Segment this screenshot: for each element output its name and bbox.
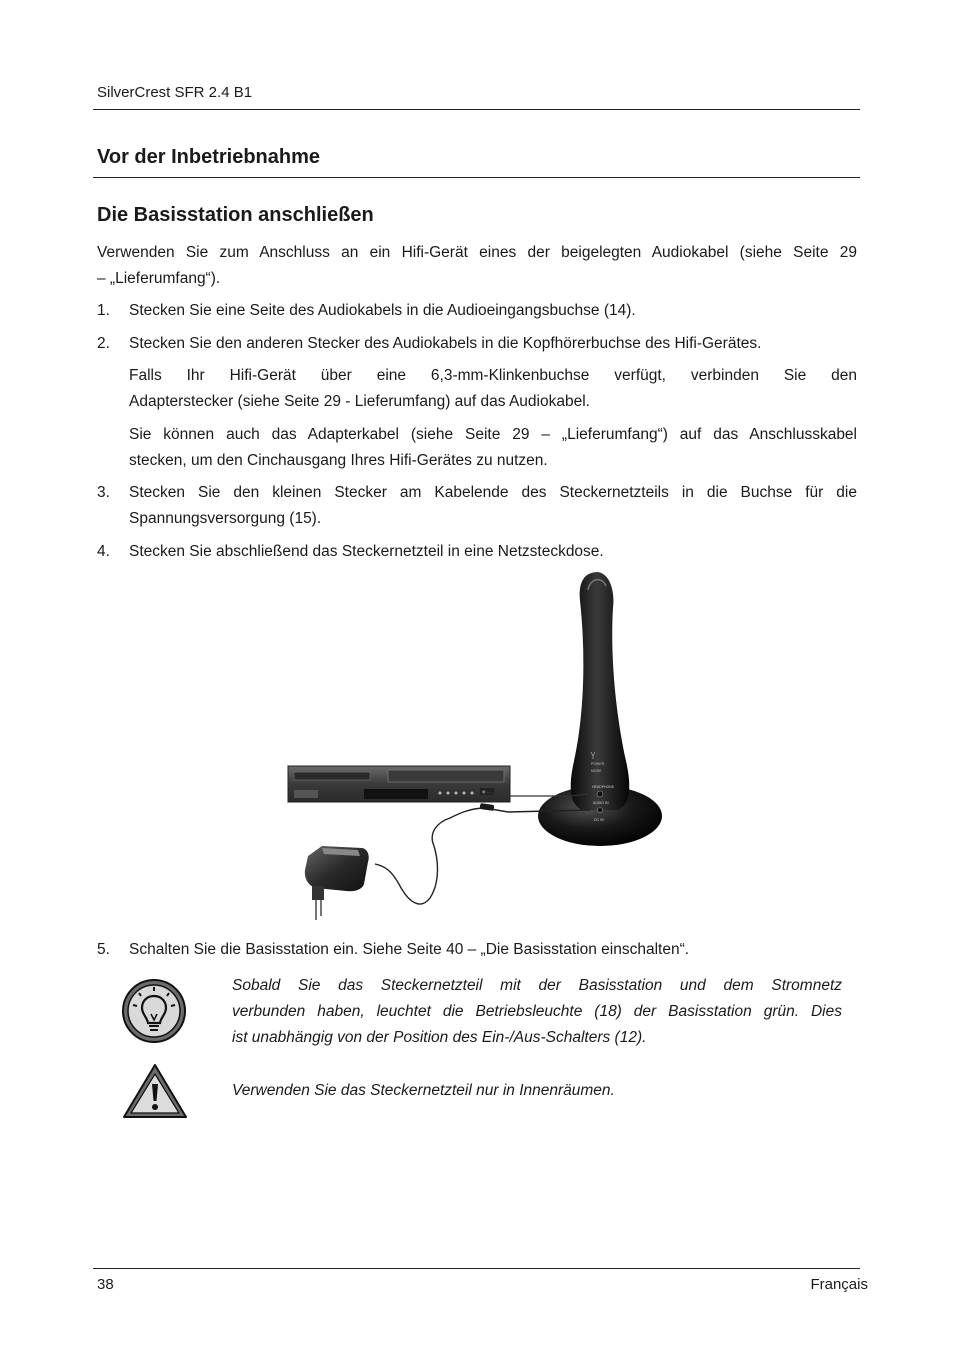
step-text: Schalten Sie die Basisstation ein. Siehe Seite 40 – „Die Basisstation einschalten“. bbox=[129, 941, 690, 958]
base-station bbox=[538, 572, 662, 846]
label-audio-in: AUDIO IN bbox=[593, 801, 609, 805]
header-rule bbox=[93, 109, 860, 110]
step-text: Stecken Sie eine Seite des Audiokabels in die Audioeingangsbuchse (14). bbox=[129, 302, 636, 319]
step-text: Stecken Sie abschließend das Steckernetzteil in eine Netzsteckdose. bbox=[129, 543, 604, 560]
warning-note: Verwenden Sie das Steckernetzteil nur in Innenräumen. bbox=[232, 1082, 615, 1099]
connection-illustration bbox=[280, 566, 680, 934]
step-text bbox=[129, 480, 857, 532]
step-text: Stecken Sie den anderen Stecker des Audiokabels in die Kopfhörerbuchse des Hifi-Gerätes. bbox=[129, 335, 762, 352]
label-headphone: HEADPHONE bbox=[592, 785, 615, 789]
section-rule bbox=[93, 177, 860, 178]
page-number: 38 bbox=[97, 1276, 114, 1293]
tip-line-3: ist unabhängig von der Position des Ein-/Aus-Schalters (12). bbox=[232, 1029, 647, 1046]
tape-slot bbox=[388, 770, 504, 782]
intro-line-1: Verwenden Sie zum Anschluss an ein Hifi-Gerät eines der beigelegten Audiokabel (siehe Seite 29 bbox=[97, 244, 857, 261]
note-line-1: Falls Ihr Hifi-Gerät über eine 6,3-mm-Klinkenbuchse verfügt, verbinden Sie den bbox=[129, 367, 857, 384]
step-number: 2. bbox=[97, 335, 110, 352]
adapter-prong bbox=[320, 900, 322, 916]
lightbulb-icon bbox=[121, 978, 187, 1044]
step-2-note-2 bbox=[129, 422, 857, 474]
step-3-line-2: Spannungsversorgung (15). bbox=[129, 510, 322, 527]
step-number: 4. bbox=[97, 543, 110, 560]
adapter-plug-base bbox=[312, 886, 324, 900]
label-mode: MODE bbox=[591, 769, 602, 773]
label-power: POWER bbox=[591, 762, 605, 766]
label-dc: DC 9V bbox=[594, 818, 605, 822]
intro-paragraph bbox=[97, 240, 857, 292]
intro-line-2: – „Lieferumfang“). bbox=[97, 270, 221, 287]
dvd-player bbox=[288, 766, 510, 802]
step-number: 5. bbox=[97, 941, 110, 958]
note-line-2: stecken, um den Cinchausgang Ihres Hifi-Gerätes zu nutzen. bbox=[129, 452, 548, 469]
step-3-line-1: Stecken Sie den kleinen Stecker am Kabelende des Steckernetzteils in die Buchse für die bbox=[129, 484, 857, 501]
subsection-title: Die Basisstation anschließen bbox=[97, 204, 374, 226]
disc-tray bbox=[294, 772, 370, 780]
dc-plug bbox=[480, 803, 495, 811]
adapter-prong bbox=[315, 900, 317, 920]
tip-note bbox=[232, 973, 842, 1051]
player-jack-panel bbox=[480, 788, 494, 795]
tip-line-1: Sobald Sie das Steckernetzteil mit der Basisstation und dem Stromnetz bbox=[232, 977, 842, 994]
footer-language: Français bbox=[810, 1276, 868, 1293]
player-button bbox=[455, 792, 458, 795]
footer-rule bbox=[93, 1268, 860, 1269]
note-line-2: Adapterstecker (siehe Seite 29 - Lieferumfang) auf das Audiokabel. bbox=[129, 393, 590, 410]
base-station-tower bbox=[571, 572, 630, 810]
header-title: SilverCrest SFR 2.4 B1 bbox=[97, 84, 253, 101]
player-button bbox=[471, 792, 474, 795]
note-line-1: Sie können auch das Adapterkabel (siehe Seite 29 – „Lieferumfang“) auf das Anschlusskabel bbox=[129, 426, 857, 443]
jack-headphone bbox=[597, 791, 603, 797]
step-2-note-1 bbox=[129, 363, 857, 415]
step-number: 1. bbox=[97, 302, 110, 319]
power-adapter bbox=[305, 846, 369, 920]
section-title: Vor der Inbetriebnahme bbox=[97, 146, 321, 168]
player-display bbox=[364, 789, 428, 799]
jack-audio-in bbox=[598, 808, 603, 813]
step-number: 3. bbox=[97, 484, 110, 501]
player-button bbox=[463, 792, 466, 795]
warning-triangle-icon bbox=[121, 1062, 189, 1120]
player-button bbox=[439, 792, 442, 795]
tip-line-2: verbunden haben, leuchtet die Betriebsleuchte (18) der Basisstation grün. Dies bbox=[232, 1003, 842, 1020]
player-button bbox=[447, 792, 450, 795]
player-logo-area bbox=[294, 790, 318, 798]
